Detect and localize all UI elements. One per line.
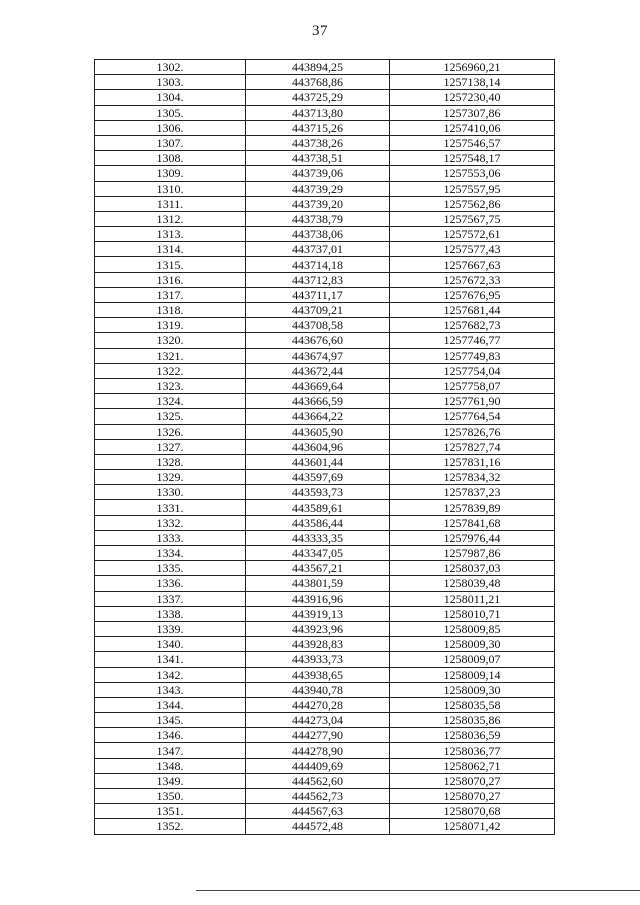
x-coordinate-cell: 443333,35 xyxy=(246,530,390,545)
y-coordinate-cell: 1257746,77 xyxy=(390,333,555,348)
y-coordinate-cell: 1257230,40 xyxy=(390,90,555,105)
table-row xyxy=(95,257,555,272)
y-coordinate-cell: 1258071,42 xyxy=(390,819,555,834)
point-number-cell: 1317. xyxy=(95,287,246,302)
x-coordinate-cell: 443738,26 xyxy=(246,135,390,150)
y-coordinate-cell: 1257553,06 xyxy=(390,166,555,181)
coordinates-table-body xyxy=(95,60,555,835)
point-number-cell: 1313. xyxy=(95,227,246,242)
x-coordinate-cell: 443676,60 xyxy=(246,333,390,348)
point-number-cell: 1323. xyxy=(95,378,246,393)
y-coordinate-cell: 1258062,71 xyxy=(390,758,555,773)
point-number-cell: 1335. xyxy=(95,561,246,576)
x-coordinate-cell: 444567,63 xyxy=(246,804,390,819)
x-coordinate-cell: 443739,06 xyxy=(246,166,390,181)
point-number-cell: 1312. xyxy=(95,211,246,226)
point-number-cell: 1339. xyxy=(95,621,246,636)
y-coordinate-cell: 1257307,86 xyxy=(390,105,555,120)
point-number-cell: 1348. xyxy=(95,758,246,773)
x-coordinate-cell: 443738,79 xyxy=(246,211,390,226)
x-coordinate-cell: 443940,78 xyxy=(246,682,390,697)
point-number-cell: 1330. xyxy=(95,485,246,500)
table-row xyxy=(95,60,555,75)
y-coordinate-cell: 1258009,85 xyxy=(390,621,555,636)
table-row xyxy=(95,652,555,667)
table-row xyxy=(95,196,555,211)
point-number-cell: 1331. xyxy=(95,500,246,515)
x-coordinate-cell: 443347,05 xyxy=(246,546,390,561)
table-row xyxy=(95,227,555,242)
table-row xyxy=(95,378,555,393)
y-coordinate-cell: 1258009,30 xyxy=(390,637,555,652)
x-coordinate-cell: 443708,58 xyxy=(246,318,390,333)
y-coordinate-cell: 1256960,21 xyxy=(390,60,555,75)
point-number-cell: 1351. xyxy=(95,804,246,819)
x-coordinate-cell: 443768,86 xyxy=(246,75,390,90)
x-coordinate-cell: 443928,83 xyxy=(246,637,390,652)
point-number-cell: 1343. xyxy=(95,682,246,697)
footer-divider xyxy=(196,890,640,891)
x-coordinate-cell: 444562,73 xyxy=(246,789,390,804)
table-row xyxy=(95,697,555,712)
x-coordinate-cell: 443709,21 xyxy=(246,303,390,318)
y-coordinate-cell: 1257976,44 xyxy=(390,530,555,545)
table-row xyxy=(95,728,555,743)
y-coordinate-cell: 1257548,17 xyxy=(390,151,555,166)
point-number-cell: 1345. xyxy=(95,713,246,728)
point-number-cell: 1332. xyxy=(95,515,246,530)
table-row xyxy=(95,515,555,530)
table-row xyxy=(95,758,555,773)
table-row xyxy=(95,120,555,135)
x-coordinate-cell: 443664,22 xyxy=(246,409,390,424)
point-number-cell: 1341. xyxy=(95,652,246,667)
x-coordinate-cell: 443738,06 xyxy=(246,227,390,242)
y-coordinate-cell: 1258009,30 xyxy=(390,682,555,697)
point-number-cell: 1340. xyxy=(95,637,246,652)
y-coordinate-cell: 1258036,59 xyxy=(390,728,555,743)
point-number-cell: 1349. xyxy=(95,773,246,788)
x-coordinate-cell: 443712,83 xyxy=(246,272,390,287)
table-row xyxy=(95,561,555,576)
y-coordinate-cell: 1258070,27 xyxy=(390,789,555,804)
y-coordinate-cell: 1257841,68 xyxy=(390,515,555,530)
x-coordinate-cell: 443739,29 xyxy=(246,181,390,196)
x-coordinate-cell: 444277,90 xyxy=(246,728,390,743)
x-coordinate-cell: 443715,26 xyxy=(246,120,390,135)
table-row xyxy=(95,819,555,834)
point-number-cell: 1302. xyxy=(95,60,246,75)
y-coordinate-cell: 1257754,04 xyxy=(390,363,555,378)
y-coordinate-cell: 1257831,16 xyxy=(390,454,555,469)
y-coordinate-cell: 1258009,14 xyxy=(390,667,555,682)
y-coordinate-cell: 1257764,54 xyxy=(390,409,555,424)
x-coordinate-cell: 443738,51 xyxy=(246,151,390,166)
x-coordinate-cell: 443938,65 xyxy=(246,667,390,682)
point-number-cell: 1346. xyxy=(95,728,246,743)
x-coordinate-cell: 444409,69 xyxy=(246,758,390,773)
table-row xyxy=(95,637,555,652)
point-number-cell: 1306. xyxy=(95,120,246,135)
x-coordinate-cell: 443597,69 xyxy=(246,470,390,485)
point-number-cell: 1318. xyxy=(95,303,246,318)
table-row xyxy=(95,303,555,318)
x-coordinate-cell: 443933,73 xyxy=(246,652,390,667)
point-number-cell: 1324. xyxy=(95,394,246,409)
table-row xyxy=(95,500,555,515)
point-number-cell: 1342. xyxy=(95,667,246,682)
y-coordinate-cell: 1257826,76 xyxy=(390,424,555,439)
point-number-cell: 1344. xyxy=(95,697,246,712)
point-number-cell: 1338. xyxy=(95,606,246,621)
x-coordinate-cell: 443916,96 xyxy=(246,591,390,606)
table-row xyxy=(95,789,555,804)
x-coordinate-cell: 444562,60 xyxy=(246,773,390,788)
x-coordinate-cell: 443713,80 xyxy=(246,105,390,120)
table-row xyxy=(95,591,555,606)
point-number-cell: 1310. xyxy=(95,181,246,196)
table-row xyxy=(95,424,555,439)
y-coordinate-cell: 1257672,33 xyxy=(390,272,555,287)
x-coordinate-cell: 443672,44 xyxy=(246,363,390,378)
point-number-cell: 1350. xyxy=(95,789,246,804)
x-coordinate-cell: 443601,44 xyxy=(246,454,390,469)
y-coordinate-cell: 1257546,57 xyxy=(390,135,555,150)
x-coordinate-cell: 443589,61 xyxy=(246,500,390,515)
table-row xyxy=(95,773,555,788)
table-row xyxy=(95,804,555,819)
point-number-cell: 1328. xyxy=(95,454,246,469)
y-coordinate-cell: 1257667,63 xyxy=(390,257,555,272)
point-number-cell: 1321. xyxy=(95,348,246,363)
y-coordinate-cell: 1257834,32 xyxy=(390,470,555,485)
x-coordinate-cell: 443567,21 xyxy=(246,561,390,576)
y-coordinate-cell: 1258070,27 xyxy=(390,773,555,788)
point-number-cell: 1308. xyxy=(95,151,246,166)
table-row xyxy=(95,348,555,363)
x-coordinate-cell: 443593,73 xyxy=(246,485,390,500)
table-row xyxy=(95,318,555,333)
x-coordinate-cell: 443894,25 xyxy=(246,60,390,75)
y-coordinate-cell: 1258070,68 xyxy=(390,804,555,819)
y-coordinate-cell: 1257557,95 xyxy=(390,181,555,196)
table-row xyxy=(95,621,555,636)
point-number-cell: 1352. xyxy=(95,819,246,834)
table-row xyxy=(95,242,555,257)
point-number-cell: 1347. xyxy=(95,743,246,758)
table-row xyxy=(95,470,555,485)
x-coordinate-cell: 443923,96 xyxy=(246,621,390,636)
point-number-cell: 1322. xyxy=(95,363,246,378)
y-coordinate-cell: 1258035,86 xyxy=(390,713,555,728)
y-coordinate-cell: 1258039,48 xyxy=(390,576,555,591)
page-number: 37 xyxy=(312,23,328,39)
x-coordinate-cell: 443737,01 xyxy=(246,242,390,257)
point-number-cell: 1309. xyxy=(95,166,246,181)
table-row xyxy=(95,166,555,181)
y-coordinate-cell: 1257681,44 xyxy=(390,303,555,318)
table-row xyxy=(95,75,555,90)
table-row xyxy=(95,394,555,409)
table-row xyxy=(95,272,555,287)
table-row xyxy=(95,454,555,469)
point-number-cell: 1327. xyxy=(95,439,246,454)
y-coordinate-cell: 1258036,77 xyxy=(390,743,555,758)
point-number-cell: 1334. xyxy=(95,546,246,561)
table-row xyxy=(95,90,555,105)
y-coordinate-cell: 1257987,86 xyxy=(390,546,555,561)
x-coordinate-cell: 443604,96 xyxy=(246,439,390,454)
table-row xyxy=(95,181,555,196)
table-row xyxy=(95,606,555,621)
x-coordinate-cell: 443714,18 xyxy=(246,257,390,272)
table-row xyxy=(95,363,555,378)
table-row xyxy=(95,667,555,682)
table-row xyxy=(95,713,555,728)
x-coordinate-cell: 444270,28 xyxy=(246,697,390,712)
table-row xyxy=(95,135,555,150)
table-row xyxy=(95,485,555,500)
y-coordinate-cell: 1257676,95 xyxy=(390,287,555,302)
x-coordinate-cell: 443711,17 xyxy=(246,287,390,302)
y-coordinate-cell: 1257682,73 xyxy=(390,318,555,333)
table-row xyxy=(95,287,555,302)
point-number-cell: 1311. xyxy=(95,196,246,211)
y-coordinate-cell: 1257827,74 xyxy=(390,439,555,454)
table-row xyxy=(95,211,555,226)
point-number-cell: 1314. xyxy=(95,242,246,257)
x-coordinate-cell: 443666,59 xyxy=(246,394,390,409)
y-coordinate-cell: 1257562,86 xyxy=(390,196,555,211)
point-number-cell: 1325. xyxy=(95,409,246,424)
table-row xyxy=(95,530,555,545)
y-coordinate-cell: 1258010,71 xyxy=(390,606,555,621)
y-coordinate-cell: 1257761,90 xyxy=(390,394,555,409)
point-number-cell: 1320. xyxy=(95,333,246,348)
table-row xyxy=(95,546,555,561)
point-number-cell: 1326. xyxy=(95,424,246,439)
point-number-cell: 1315. xyxy=(95,257,246,272)
point-number-cell: 1329. xyxy=(95,470,246,485)
y-coordinate-cell: 1257758,07 xyxy=(390,378,555,393)
point-number-cell: 1333. xyxy=(95,530,246,545)
y-coordinate-cell: 1258011,21 xyxy=(390,591,555,606)
y-coordinate-cell: 1257837,23 xyxy=(390,485,555,500)
point-number-cell: 1316. xyxy=(95,272,246,287)
y-coordinate-cell: 1257577,43 xyxy=(390,242,555,257)
x-coordinate-cell: 444572,48 xyxy=(246,819,390,834)
table-row xyxy=(95,105,555,120)
table-row xyxy=(95,576,555,591)
x-coordinate-cell: 443586,44 xyxy=(246,515,390,530)
x-coordinate-cell: 443919,13 xyxy=(246,606,390,621)
x-coordinate-cell: 443725,29 xyxy=(246,90,390,105)
y-coordinate-cell: 1258009,07 xyxy=(390,652,555,667)
point-number-cell: 1304. xyxy=(95,90,246,105)
point-number-cell: 1336. xyxy=(95,576,246,591)
x-coordinate-cell: 443739,20 xyxy=(246,196,390,211)
point-number-cell: 1303. xyxy=(95,75,246,90)
x-coordinate-cell: 443669,64 xyxy=(246,378,390,393)
table-row xyxy=(95,743,555,758)
y-coordinate-cell: 1258035,58 xyxy=(390,697,555,712)
y-coordinate-cell: 1257839,89 xyxy=(390,500,555,515)
point-number-cell: 1337. xyxy=(95,591,246,606)
coordinates-table xyxy=(94,59,555,835)
table-row xyxy=(95,409,555,424)
point-number-cell: 1305. xyxy=(95,105,246,120)
table-row xyxy=(95,333,555,348)
y-coordinate-cell: 1257138,14 xyxy=(390,75,555,90)
table-row xyxy=(95,682,555,697)
y-coordinate-cell: 1257749,83 xyxy=(390,348,555,363)
y-coordinate-cell: 1258037,03 xyxy=(390,561,555,576)
table-row xyxy=(95,151,555,166)
x-coordinate-cell: 443605,90 xyxy=(246,424,390,439)
y-coordinate-cell: 1257572,61 xyxy=(390,227,555,242)
point-number-cell: 1307. xyxy=(95,135,246,150)
y-coordinate-cell: 1257567,75 xyxy=(390,211,555,226)
x-coordinate-cell: 444273,04 xyxy=(246,713,390,728)
x-coordinate-cell: 443674,97 xyxy=(246,348,390,363)
point-number-cell: 1319. xyxy=(95,318,246,333)
x-coordinate-cell: 443801,59 xyxy=(246,576,390,591)
table-row xyxy=(95,439,555,454)
y-coordinate-cell: 1257410,06 xyxy=(390,120,555,135)
x-coordinate-cell: 444278,90 xyxy=(246,743,390,758)
